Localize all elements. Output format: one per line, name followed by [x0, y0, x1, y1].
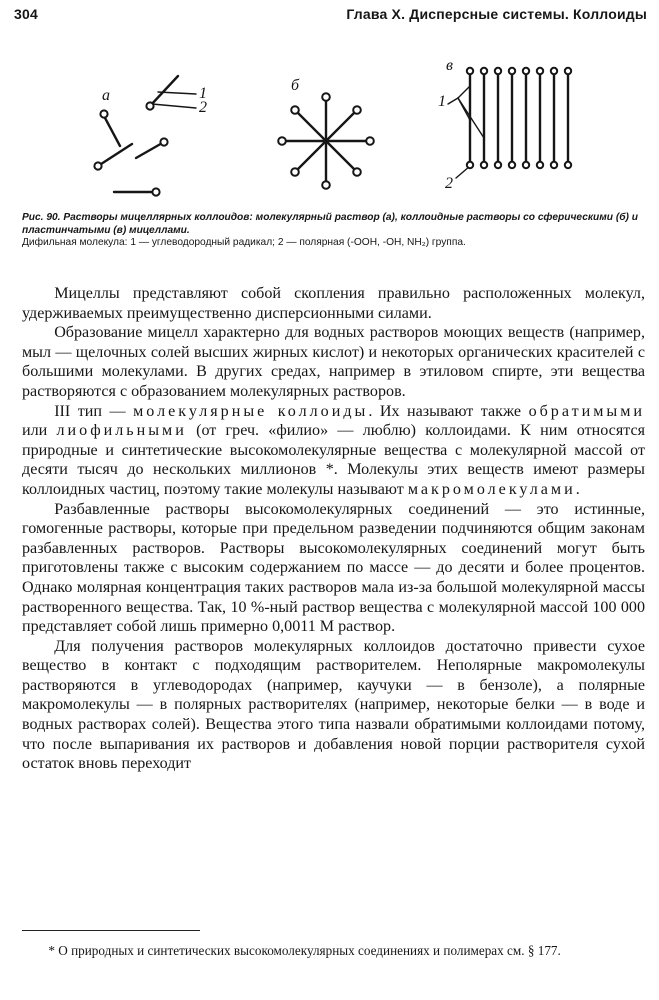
- page-number: 304: [14, 6, 38, 22]
- p3-mid2: или: [22, 422, 48, 440]
- p3-start: III тип —: [54, 402, 126, 420]
- term-molecular-colloids: молекулярные коллоиды: [133, 402, 369, 420]
- p3-mid3: (от греч. «филио» — люблю) коллоидами. К ним относятся природные и синтетические высокомолекулярные вещества с молекулярной массой от десяти тысяч до нескольких миллионов *. Молекулы этих веществ имеют размеры коллоидных частиц, поэтому такие молекулы называют: [22, 422, 646, 498]
- label-b: б: [291, 77, 300, 94]
- paragraph-4: Разбавленные растворы высокомолекулярных соединений — это истинные, гомогенные растворы, которые при предельном разведении подчиняются общим законам разбавленных растворов. Растворы высокомолекулярных соединений могут быть приготовлены также с высоким содержанием по массе — до десяти и более процентов. Однако молярная концентрация таких растворов мала из-за большой молекулярной массы растворенного вещества. Так, 10 %-ный раствор вещества с молекулярной массой 100 000 представляет собой лишь примерно 0,0011 М раствор.: [22, 500, 645, 636]
- lamellar-micelle: [448, 74, 568, 178]
- marker-2-a: 2: [199, 99, 207, 116]
- page-header: [14, 6, 647, 22]
- term-lyophilic: лиофильными: [56, 422, 187, 440]
- micelle-diagram: [86, 54, 606, 204]
- label-a: а: [102, 87, 110, 104]
- footnote-divider: [22, 930, 200, 931]
- paragraph-3: [22, 402, 645, 500]
- paragraph-1: Мицеллы представляют собой скопления правильно расположенных молекул, удерживаемых преимущественно дисперсионными силами.: [22, 285, 645, 322]
- marker-1-v: 1: [438, 93, 446, 110]
- figure-caption: [22, 212, 647, 250]
- running-title: Глава X. Дисперсные системы. Коллоиды: [346, 6, 647, 22]
- paragraph-5: Для получения растворов молекулярных коллоидов достаточно привести сухое вещество в контакт с подходящим растворителем. Неполярные макромолекулы растворяются в углеводородах (например, каучуки — в бензоле), а полярные макромолекулы — в полярных растворителях (например, некоторые белки — в воде и водных растворах солей). Вещества этого типа назвали обратимыми коллоидами потому, что после выпаривания их растворов и добавления новой порции растворителя сухой остаток вновь переходит: [22, 637, 645, 773]
- term-reversible: обратимыми: [528, 402, 646, 420]
- caption-main: Рис. 90. Растворы мицеллярных коллоидов: молекулярный раствор (а), коллоидные растворы со сферическими (б) и пластинчатыми (в) мицеллами.: [22, 212, 639, 236]
- body-text: [22, 284, 645, 774]
- polar-heads-a: [94, 102, 167, 195]
- figure-90: [86, 54, 606, 204]
- marker-1-a: 1: [199, 85, 207, 102]
- caption-legend: Дифильная молекула: 1 — углеводородный радикал; 2 — полярная (-ООН, -ОН, NH₂) группа.: [22, 237, 466, 248]
- p3-end: .: [575, 480, 580, 498]
- label-v: в: [446, 57, 453, 74]
- footnote: * О природных и синтетических высокомолекулярных соединениях и полимерах см. § 177.: [48, 943, 561, 958]
- marker-2-v: 2: [445, 175, 453, 192]
- paragraph-2: Образование мицелл характерно для водных растворов моющих веществ (например, мыл — щелочных солей высших жирных кислот) и некоторых органических красителей с большими молекулами. В других средах, например в этиловом спирте, эти вещества растворяются с образованием молекулярных растворов.: [22, 324, 645, 400]
- polar-heads-v: [467, 68, 571, 168]
- p3-mid1: . Их называют также: [368, 402, 522, 420]
- molecular-solution-molecules: [98, 76, 196, 192]
- term-macromolecules: макромолекулами: [407, 480, 576, 498]
